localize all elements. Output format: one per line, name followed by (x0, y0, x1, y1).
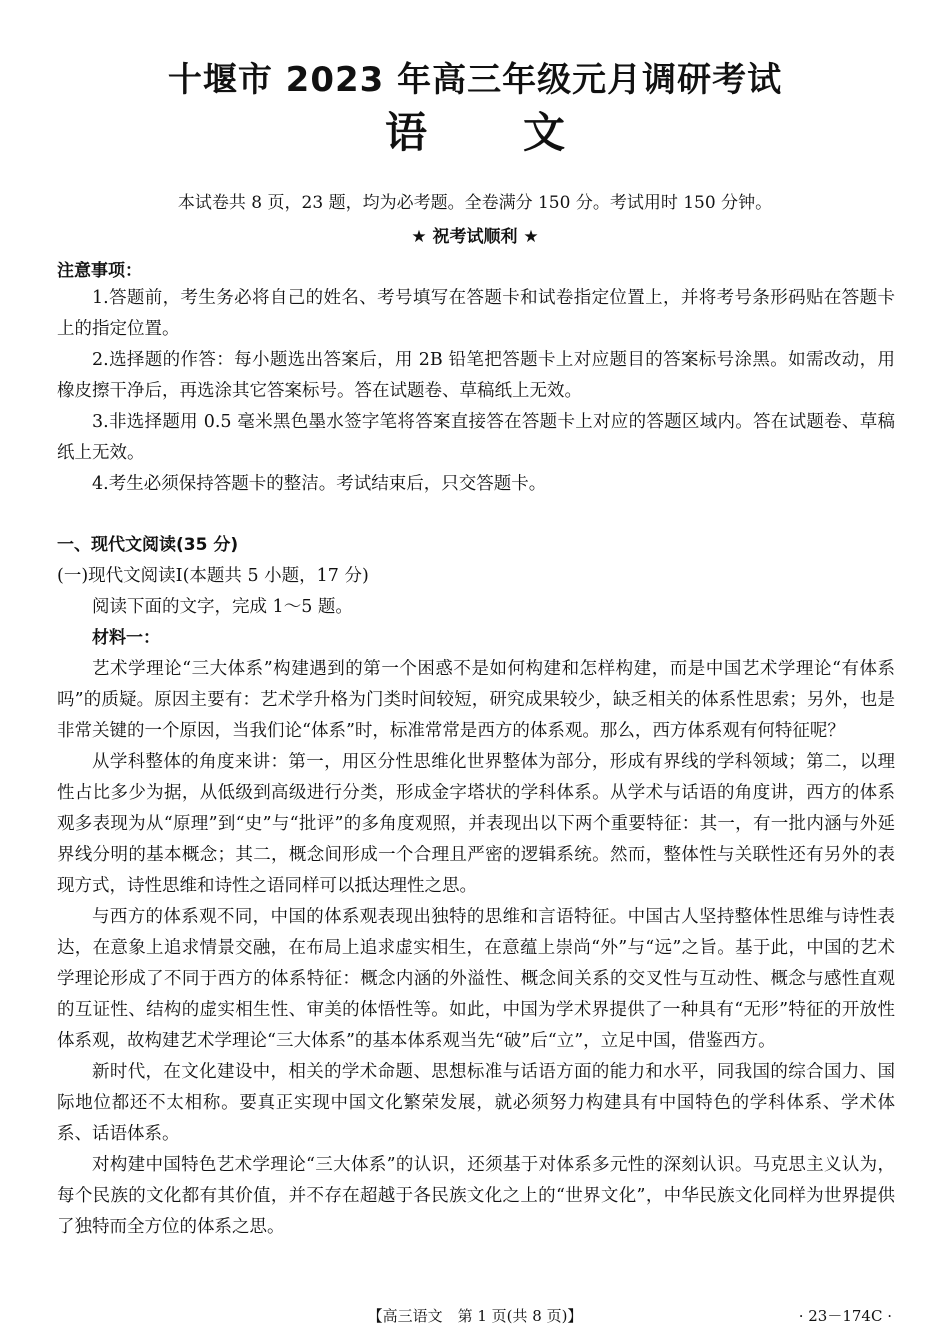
passage-paragraph: 与西方的体系观不同，中国的体系观表现出独特的思维和言语特征。中国古人坚持整体性思维与诗性表达，在意象上追求情景交融，在布局上追求虚实相生，在意蕴上崇尚“外”与“远”之旨。基于此，中国的艺术学理论形成了不同于西方的体系特征：概念内涵的外溢性、概念间关系的交叉性与互动性、概念与感性直观的互证性、结构的虚实相生性、审美的体悟性等。如此，中国为学术界提供了一种具有“无形”特征的开放性体系观，故构建艺术学理论“三大体系”的基本体系观当先“破”后“立”，立足中国，借鉴西方。 (57, 907, 895, 1051)
page-number: 【高三语文 第 1 页(共 8 页)】 (367, 1307, 583, 1325)
paper-code: · 23－174C · (798, 1307, 892, 1325)
notice-item: 4.考生必须保持答题卡的整洁。考试结束后，只交答题卡。 (92, 474, 547, 494)
material-label: 材料一： (92, 628, 160, 648)
subject-title (0, 100, 950, 160)
passage-paragraph: 从学科整体的角度来讲：第一，用区分性思维化世界整体为部分，形成有界线的学科领域；第二，以理性占比多少为据，从低级到高级进行分类，形成金字塔状的学科体系。从学术与话语的角度讲，西方的体系观多表现为从“原理”到“史”与“批评”的多角度观照，并表现出以下两个重要特征：其一，有一批内涵与外延界线分明的基本概念；其二，概念间形成一个合理且严密的逻辑系统。然而，整体性与关联性还有另外的表现方式，诗性思维和诗性之语同样可以抵达理性之思。 (57, 752, 895, 896)
good-luck-banner: ★ 祝考试顺利 ★ (411, 227, 539, 247)
notice-item: 2.选择题的作答：每小题选出答案后，用 2B 铅笔把答题卡上对应题目的答案标号涂黑。如需改动，用橡皮擦干净后，再选涂其它答案标号。答在试题卷、草稿纸上无效。 (57, 350, 895, 401)
reading-section (57, 530, 895, 1243)
reading-instruction: 阅读下面的文字，完成 1～5 题。 (92, 597, 353, 617)
section-heading: 一、现代文阅读(35 分) (57, 535, 239, 555)
notice-item: 1.答题前，考生务必将自己的姓名、考号填写在答题卡和试卷指定位置上，并将考号条形码贴在答题卡上的指定位置。 (57, 288, 895, 339)
passage-paragraph: 新时代，在文化建设中，相关的学术命题、思想标准与话语方面的能力和水平，同我国的综合国力、国际地位都还不太相称。要真正实现中国文化繁荣发展，就必须努力构建具有中国特色的学科体系、学术体系、话语体系。 (57, 1062, 895, 1144)
notice-item: 3.非选择题用 0.5 毫米黑色墨水签字笔将答案直接答在答题卡上对应的答题区域内。答在试题卷、草稿纸上无效。 (57, 412, 895, 463)
subject-char-2: 文 (523, 108, 566, 157)
exam-title: 十堰市 2023 年高三年级元月调研考试 (167, 60, 783, 100)
passage-paragraph: 对构建中国特色艺术学理论“三大体系”的认识，还须基于对体系多元性的深刻认识。马克思主义认为，每个民族的文化都有其价值，并不存在超越于各民族文化之上的“世界文化”，中华民族文化同样为世界提供了独特而全方位的体系之思。 (57, 1155, 895, 1237)
notices-list (57, 283, 895, 500)
exam-info: 本试卷共 8 页，23 题，均为必考题。全卷满分 150 分。考试用时 150 分钟。 (177, 193, 773, 213)
passage-paragraph: 艺术学理论“三大体系”构建遇到的第一个困惑不是如何构建和怎样构建，而是中国艺术学理论“有体系吗”的质疑。原因主要有：艺术学升格为门类时间较短，研究成果较少，缺乏相关的体系性思索；另外，也是非常关键的一个原因，当我们论“体系”时，标准常常是西方的体系观。那么，西方体系观有何特征呢？ (57, 659, 895, 741)
subject-char-1: 语 (384, 108, 427, 157)
subsection-heading: (一)现代文阅读Ⅰ(本题共 5 小题，17 分) (57, 566, 369, 586)
notices-heading: 注意事项： (57, 261, 142, 281)
